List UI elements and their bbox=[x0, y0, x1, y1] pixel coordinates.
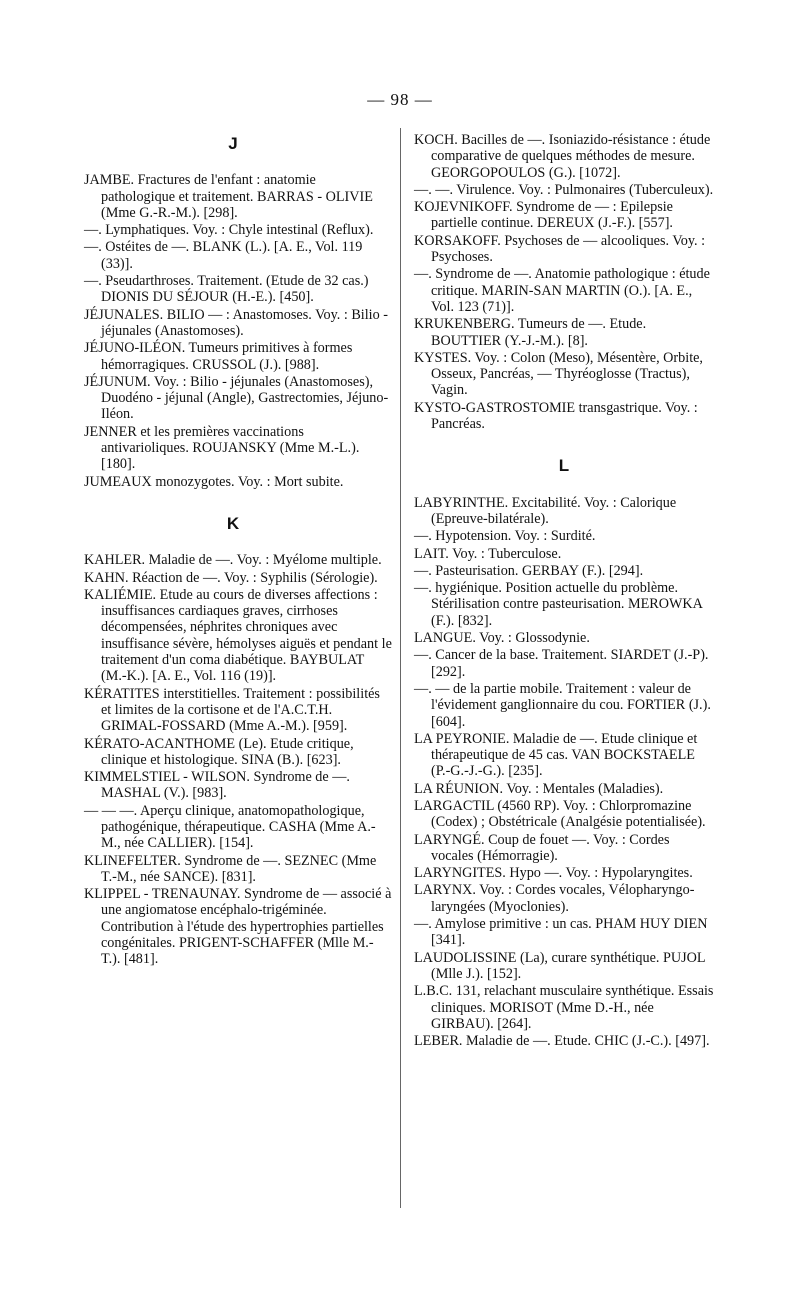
index-entry: KOCH. Bacilles de —. Isoniazido-résistance : étude comparative de quelques méthodes de mesure. GEORGOPOULOS (G.). [1072]. bbox=[414, 132, 711, 181]
index-entry: LA RÉUNION. Voy. : Mentales (Maladies). bbox=[414, 780, 664, 797]
index-entry: JÉJUNALES. BILIO — : Anastomoses. Voy. : Bilio - jéjunales (Anastomoses). bbox=[84, 306, 388, 339]
right-column bbox=[414, 128, 714, 1050]
index-entry: KOJEVNIKOFF. Syndrome de — : Epilepsie partielle continue. DEREUX (J.-F.). [557]. bbox=[414, 199, 673, 232]
page-number: — 98 — bbox=[367, 90, 433, 109]
index-entry: L.B.C. 131, relachant musculaire synthétique. Essais cliniques. MORISOT (Mme D.-H., née GIRBAU). [264]. bbox=[414, 983, 714, 1032]
index-entry: LARGACTIL (4560 RP). Voy. : Chlorpromazine (Codex) ; Obstétricale (Analgésie potentialisée). bbox=[414, 797, 706, 831]
section-heading-l: L bbox=[558, 456, 570, 476]
index-entry: KRUKENBERG. Tumeurs de —. Etude. BOUTTIER (Y.-J.-M.). [8]. bbox=[414, 316, 647, 349]
section-heading-j: J bbox=[228, 134, 238, 153]
index-entry: KLINEFELTER. Syndrome de —. SEZNEC (Mme T.-M., née SANCE). [831]. bbox=[84, 852, 377, 885]
index-entry: —. Amylose primitive : un cas. PHAM HUY DIEN [341]. bbox=[414, 916, 708, 949]
index-entry: JAMBE. Fractures de l'enfant : anatomie pathologique et traitement. BARRAS - OLIVIE (Mme G.-R.-M.). [298]. bbox=[84, 172, 373, 221]
index-entry: —. Pasteurisation. GERBAY (F.). [294]. bbox=[414, 562, 644, 579]
index-entry: LA PEYRONIE. Maladie de —. Etude clinique et thérapeutique de 45 cas. VAN BOCKSTAELE (P.-G.-J.-G.). [235]. bbox=[414, 730, 698, 780]
index-entry: KALIÉMIE. Etude au cours de diverses affections : insuffisances cardiaques graves, cirrhoses décompensées, néphrites chroniques avec insuffisance sévère, hémolyses aiguës et pendant le traitement d'un coma diabétique. BAYBULAT (M.-K.). [A. E., Vol. 116 (19)]. bbox=[84, 586, 392, 685]
index-entry: —. — de la partie mobile. Traitement : valeur de l'évidement ganglionnaire du cou. FORTIER (J.). [604]. bbox=[414, 680, 711, 730]
index-entry: KÉRATITES interstitielles. Traitement : possibilités et limites de la cortisone et de l'A.C.T.H. GRIMAL-FOSSARD (Mme A.-M.). [959]. bbox=[84, 685, 380, 735]
index-entry: — — —. Aperçu clinique, anatomopathologique, pathogénique, thérapeutique. CASHA (Mme A.-M., née CALLIER). [154]. bbox=[84, 802, 376, 852]
index-entry: JÉJUNUM. Voy. : Bilio - jéjunales (Anastomoses), Duodéno - jéjunal (Angle), Gastrectomies, Jéjuno-Iléon. bbox=[84, 373, 389, 423]
index-entry: KAHLER. Maladie de —. Voy. : Myélome multiple. bbox=[84, 552, 382, 569]
index-entry: LARYNGITES. Hypo —. Voy. : Hypolaryngites. bbox=[414, 865, 693, 882]
index-entry: KÉRATO-ACANTHOME (Le). Etude critique, clinique et histologique. SINA (B.). [623]. bbox=[84, 735, 354, 768]
column-divider bbox=[400, 128, 401, 1208]
index-entry: JÉJUNO-ILÉON. Tumeurs primitives à formes hémorragiques. CRUSSOL (J.). [988]. bbox=[84, 340, 353, 373]
index-entry: LARYNGÉ. Coup de fouet —. Voy. : Cordes vocales (Hémorragie). bbox=[414, 831, 670, 864]
index-entry: JENNER et les premières vaccinations antivarioliques. ROUJANSKY (Mme M.-L.). [180]. bbox=[84, 423, 360, 473]
index-entry: —. hygiénique. Position actuelle du problème. Stérilisation contre pasteurisation. MEROWKA (F.). [832]. bbox=[414, 580, 703, 629]
index-entry: KYSTO-GASTROSTOMIE transgastrique. Voy. : Pancréas. bbox=[414, 399, 698, 433]
index-entry: LANGUE. Voy. : Glossodynie. bbox=[414, 630, 590, 647]
index-entry: —. Lymphatiques. Voy. : Chyle intestinal (Reflux). bbox=[84, 222, 374, 239]
index-entry: KAHN. Réaction de —. Voy. : Syphilis (Sérologie). bbox=[84, 569, 378, 586]
index-entry: LAUDOLISSINE (La), curare synthétique. PUJOL (Mlle J.). [152]. bbox=[414, 949, 706, 982]
index-entry: —. Ostéites de —. BLANK (L.). [A. E., Vol. 119 (33)]. bbox=[84, 239, 363, 272]
index-entry: —. Syndrome de —. Anatomie pathologique : étude critique. MARIN-SAN MARTIN (O.). [A. E., Vol. 123 (71)]. bbox=[414, 266, 710, 315]
index-entry: JUMEAUX monozygotes. Voy. : Mort subite. bbox=[84, 473, 344, 490]
left-column bbox=[84, 128, 392, 969]
index-entry: KIMMELSTIEL - WILSON. Syndrome de —. MASHAL (V.). [983]. bbox=[84, 769, 350, 802]
index-entry: LARYNX. Voy. : Cordes vocales, Vélopharyngo-laryngées (Myoclonies). bbox=[414, 882, 695, 915]
section-heading-k: K bbox=[226, 513, 240, 533]
index-entry: LABYRINTHE. Excitabilité. Voy. : Calorique (Epreuve-bilatérale). bbox=[414, 494, 677, 527]
index-entry: —. —. Virulence. Voy. : Pulmonaires (Tuberculeux). bbox=[414, 181, 714, 198]
index-entry: LAIT. Voy. : Tuberculose. bbox=[414, 545, 562, 562]
index-entry: KYSTES. Voy. : Colon (Meso), Mésentère, Orbite, Osseux, Pancréas, — Thyréoglosse (Tractus), Vagin. bbox=[414, 349, 703, 399]
index-entry: KORSAKOFF. Psychoses de — alcooliques. Voy. : Psychoses. bbox=[414, 232, 706, 266]
index-entry: —. Hypotension. Voy. : Surdité. bbox=[414, 528, 596, 545]
index-entry: —. Pseudarthroses. Traitement. (Etude de 32 cas.) DIONIS DU SÉJOUR (H.-E.). [450]. bbox=[84, 273, 369, 306]
index-entry: LEBER. Maladie de —. Etude. CHIC (J.-C.). [497]. bbox=[414, 1033, 710, 1050]
index-entry: —. Cancer de la base. Traitement. SIARDET (J.-P). [292]. bbox=[414, 647, 709, 680]
index-entry: KLIPPEL - TRENAUNAY. Syndrome de — associé à une angiomatose encéphalo-trigéminée. Contribution à l'étude des hypertrophies partielles congénitales. PRIGENT-SCHAFFER (Mlle M.-T.). [481]. bbox=[84, 886, 392, 968]
